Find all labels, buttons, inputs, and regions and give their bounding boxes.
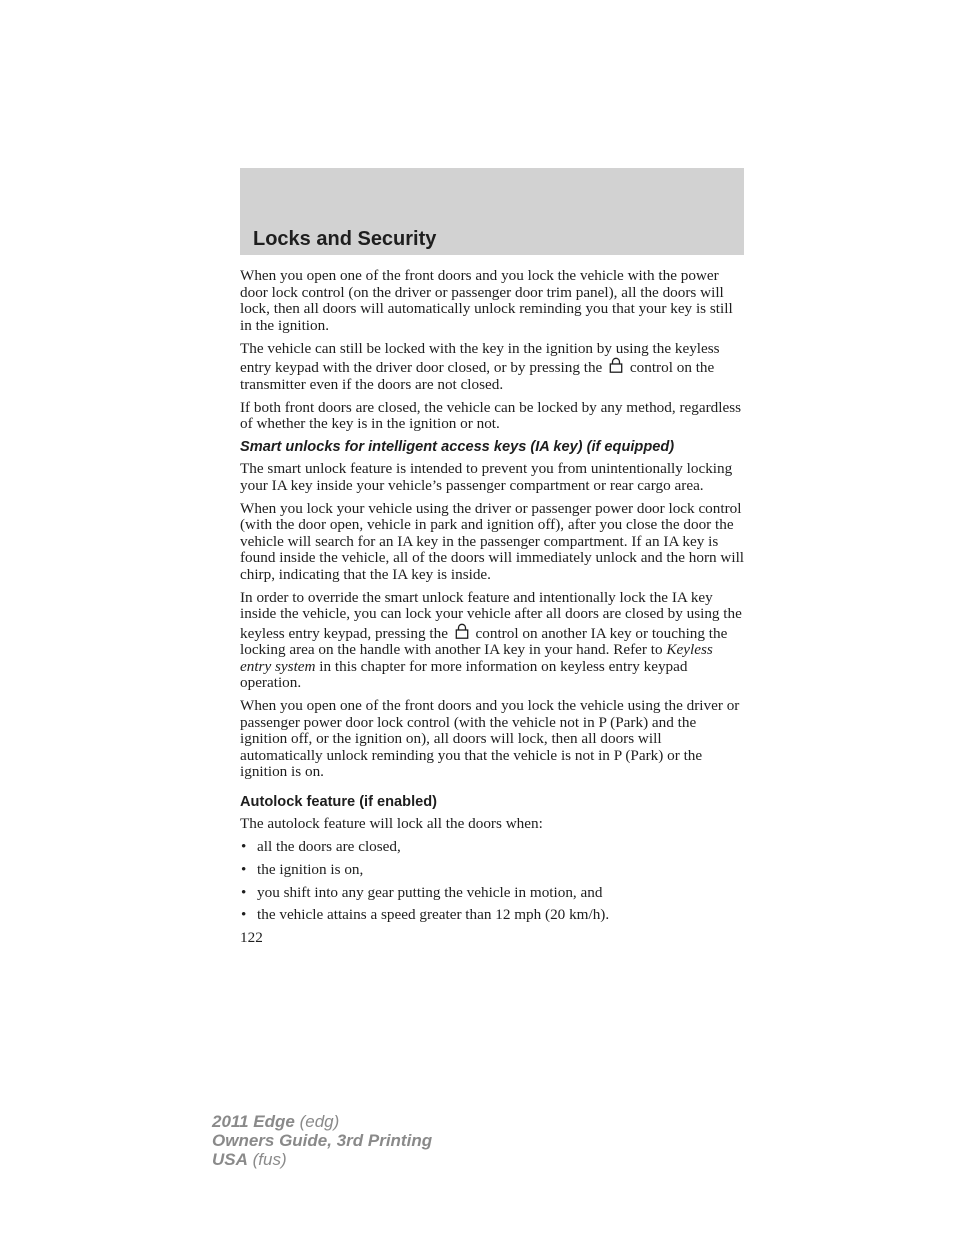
subheading-smart-unlocks: Smart unlocks for intelligent access keys (IA key) (if equipped) <box>240 439 675 455</box>
page-number: 122 <box>240 929 263 947</box>
list-item-text: you shift into any gear putting the vehicle in motion, and <box>257 883 603 901</box>
list-item <box>240 862 745 879</box>
list-item <box>240 839 745 856</box>
paragraph: The autolock feature will lock all the doors when: <box>240 815 543 832</box>
footer-imprint <box>212 1112 432 1169</box>
paragraph-text: control on another IA key or touching the locking area on the handle with another IA key in your hand. Refer to <box>240 624 728 658</box>
paragraph-text: control on the transmitter even if the doors are not closed. <box>240 359 715 393</box>
bullet-icon: • <box>241 906 247 924</box>
footer-line-1 <box>212 1112 432 1131</box>
paragraph: The smart unlock feature is intended to prevent you from unintentionally locking your IA key inside your vehicle’s passenger compartment or rear cargo area. <box>240 460 733 494</box>
page-body <box>240 268 745 947</box>
paragraph-text: In order to override the smart unlock feature and intentionally lock the IA key inside the vehicle, you can lock your vehicle after all doors are closed by using the keyless entry keypad, pressing the <box>240 588 742 642</box>
paragraph-text: in this chapter for more information on keyless entry keypad operation. <box>240 657 688 691</box>
paragraph <box>240 341 745 394</box>
subheading-autolock: Autolock feature (if enabled) <box>240 793 438 810</box>
paragraph: If both front doors are closed, the vehicle can be locked by any method, regardless of whether the key is in the ignition or not. <box>240 398 742 432</box>
list-item-text: the ignition is on, <box>257 860 364 878</box>
lock-icon <box>454 623 470 639</box>
footer-model: 2011 Edge <box>212 1112 295 1131</box>
lock-icon <box>608 357 624 373</box>
footer-line-3 <box>212 1150 432 1169</box>
paragraph-text: The vehicle can still be locked with the key in the ignition by using the keyless entry keypad with the driver door closed, or by pressing the <box>240 339 720 376</box>
footer-market: USA <box>212 1150 248 1169</box>
bullet-list <box>240 839 745 924</box>
paragraph: When you open one of the front doors and you lock the vehicle with the power door lock control (on the driver or passenger door trim panel), all the doors will lock, then all doors will automatically unlock reminding you that your key is still in the ignition. <box>240 267 733 334</box>
list-item <box>240 907 745 924</box>
footer-market-code: (fus) <box>252 1150 287 1169</box>
list-item-text: the vehicle attains a speed greater than 12 mph (20 km/h). <box>257 906 610 924</box>
paragraph <box>240 590 745 692</box>
paragraph: When you lock your vehicle using the driver or passenger power door lock control (with the door open, vehicle in park and ignition off), after you close the door the vehicle will search for an IA key in the passenger compartment. If an IA key is found inside the vehicle, all of the doors will immediately unlock and the horn will chirp, indicating that the IA key is inside. <box>240 499 745 583</box>
paragraph: When you open one of the front doors and you lock the vehicle using the driver or passenger power door lock control (with the vehicle not in P (Park) and the ignition off, or the ignition on), all doors will lock, then all doors will automatically unlock reminding you that the vehicle is not in P (Park) or the ignition is on. <box>240 697 740 780</box>
section-title: Locks and Security <box>253 228 437 250</box>
bullet-icon: • <box>241 838 247 855</box>
footer-line-2: Owners Guide, 3rd Printing <box>212 1131 433 1150</box>
list-item-text: all the doors are closed, <box>257 838 401 855</box>
bullet-icon: • <box>241 860 247 878</box>
footer-model-code: (edg) <box>299 1112 340 1131</box>
section-header-band <box>240 168 744 255</box>
list-item <box>240 885 745 902</box>
bullet-icon: • <box>241 883 247 901</box>
cross-reference: Keyless entry system <box>240 641 713 675</box>
